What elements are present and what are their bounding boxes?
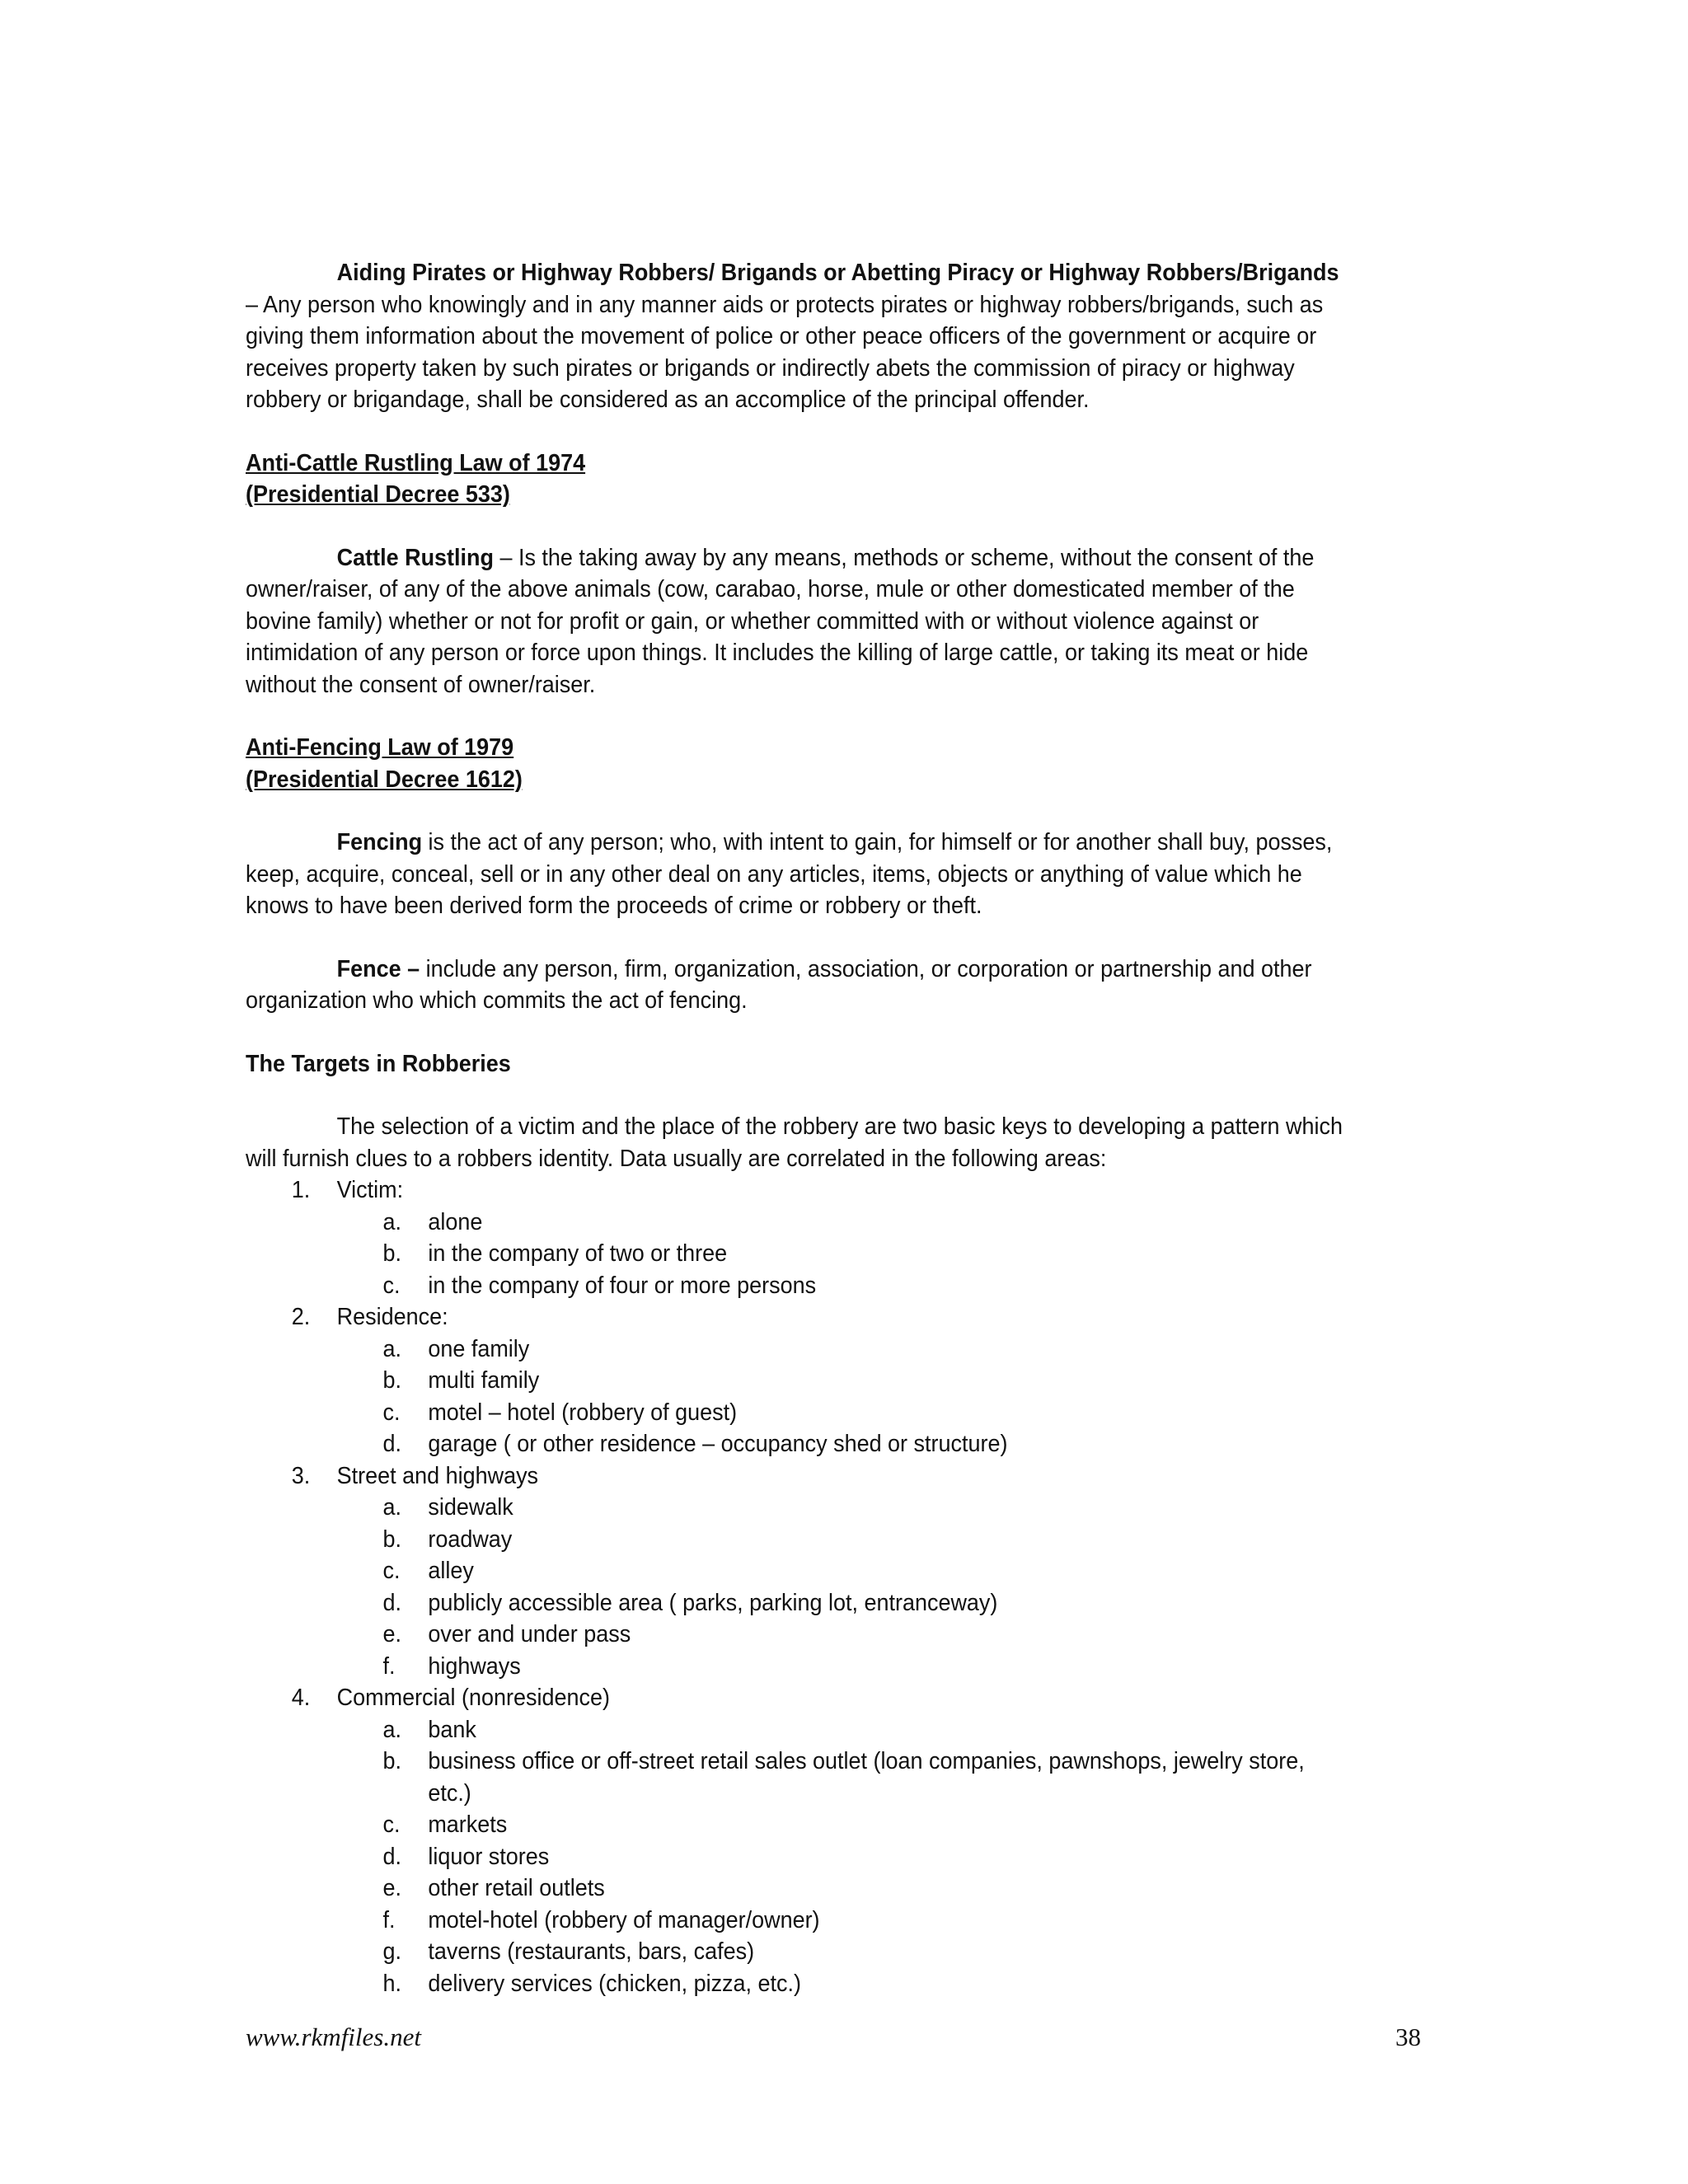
sub-list-text: highways — [428, 1652, 521, 1680]
sub-list-item — [246, 1555, 1349, 1587]
sub-list-letter: b. — [382, 1240, 401, 1267]
section-heading-fencing-decree: (Presidential Decree 1612) — [246, 766, 523, 793]
term-aiding-pirates: Aiding Pirates or Highway Robbers/ Brigands or Abetting Piracy or Highway Robbers/Brigands — [336, 260, 1339, 286]
sub-list-item — [246, 1936, 1349, 1968]
list-group-label: Victim: — [336, 1177, 404, 1203]
list-number: 2. — [291, 1304, 311, 1330]
paragraph-cattle-rustling — [246, 542, 1349, 701]
section-heading-cattle-law: Anti-Cattle Rustling Law of 1974 — [246, 449, 586, 476]
sub-list-item — [246, 1841, 1349, 1873]
sub-list-letter: c. — [382, 1272, 401, 1299]
sub-list-item — [246, 1651, 1349, 1683]
sub-list-text: motel-hotel (robbery of manager/owner) — [428, 1906, 820, 1933]
sub-list-text: delivery services (chicken, pizza, etc.) — [428, 1970, 801, 1997]
sub-list-item — [246, 1397, 1349, 1429]
sub-list-item — [246, 1428, 1349, 1460]
section-heading-cattle-decree: (Presidential Decree 533) — [246, 481, 510, 508]
section-heading-targets: The Targets in Robberies — [246, 1050, 511, 1077]
list-group-label: Street and highways — [336, 1462, 539, 1489]
footer-url: www.rkmfiles.net — [246, 2022, 421, 2051]
sub-list-letter: b. — [382, 1526, 401, 1553]
list-group-heading — [246, 1460, 1349, 1493]
section-heading-fencing-law: Anti-Fencing Law of 1979 — [246, 734, 514, 761]
sub-list-text: in the company of four or more persons — [428, 1272, 817, 1299]
sub-list-letter: a. — [382, 1716, 401, 1743]
sub-list-text: motel – hotel (robbery of guest) — [428, 1399, 738, 1426]
sub-list-letter: f. — [382, 1906, 396, 1933]
sub-list-text: over and under pass — [428, 1621, 631, 1647]
sub-list-item — [246, 1270, 1349, 1302]
sub-list-letter: c. — [382, 1811, 401, 1838]
sub-list-item — [246, 1492, 1349, 1524]
sub-list-letter: a. — [382, 1494, 401, 1521]
paragraph-targets-intro: The selection of a victim and the place of the robbery are two basic keys to developing a pattern which will furnish clues to a robbers identity. Data usually are correlated in the following areas: — [246, 1113, 1343, 1172]
sub-list-letter: b. — [382, 1367, 401, 1394]
list-group-heading — [246, 1682, 1349, 1714]
sub-list-letter: f. — [382, 1652, 396, 1680]
sub-list-letter: c. — [382, 1558, 401, 1584]
page-number: 38 — [1395, 2022, 1421, 2051]
sub-list-text: alone — [428, 1208, 483, 1235]
list-item — [246, 1460, 1349, 1683]
definition-cattle-rustling: – Is the taking away by any means, methods or scheme, without the consent of the owner/raiser, of any of the above animals (cow, carabao, horse, mule or other domesticated member of the bovine family) whether or not for profit or gain, or whether committed with or without violence against or intimidation of any person or force upon things. It includes the killing of large cattle, or taking its meat or hide without the consent of owner/raiser. — [246, 544, 1315, 698]
sub-list-item — [246, 1905, 1349, 1937]
sub-list-item — [246, 1365, 1349, 1397]
sub-list-text: garage ( or other residence – occupancy shed or structure) — [428, 1431, 1008, 1457]
list-group-heading — [246, 1301, 1349, 1333]
sub-list-item — [246, 1524, 1349, 1556]
sub-list-text: business office or off-street retail sales outlet (loan companies, pawnshops, jewelry store, etc.) — [428, 1748, 1305, 1807]
definition-aiding-pirates: – Any person who knowingly and in any manner aids or protects pirates or highway robbers/brigands, such as giving them information about the movement of police or other peace officers of the government or acquire or receives property taken by such pirates or brigands or indirectly abets the commission of piracy or highway robbery or brigandage, shall be considered as an accomplice of the principal offender. — [246, 291, 1324, 413]
sub-list-letter: h. — [382, 1970, 401, 1997]
sub-list-text: markets — [428, 1811, 508, 1838]
sub-list-letter: d. — [382, 1589, 401, 1616]
sub-list-text: roadway — [428, 1526, 513, 1553]
term-cattle-rustling: Cattle Rustling — [336, 544, 494, 571]
sub-list-text: multi family — [428, 1367, 540, 1394]
targets-list — [246, 1174, 1349, 1999]
list-group-heading — [246, 1174, 1349, 1207]
list-number: 1. — [291, 1177, 311, 1203]
sub-list-text: sidewalk — [428, 1494, 513, 1521]
sub-list-item — [246, 1619, 1349, 1651]
sub-list-letter: a. — [382, 1208, 401, 1235]
sub-list-letter: e. — [382, 1875, 401, 1901]
list-group-label: Commercial (nonresidence) — [336, 1685, 610, 1711]
sub-list-letter: d. — [382, 1843, 401, 1870]
sub-list-text: alley — [428, 1558, 474, 1584]
sub-list-item — [246, 1809, 1349, 1841]
sub-list-text: bank — [428, 1716, 476, 1743]
sub-list-item — [246, 1587, 1349, 1619]
list-item — [246, 1682, 1349, 1999]
list-number: 4. — [291, 1685, 311, 1711]
list-number: 3. — [291, 1462, 311, 1489]
paragraph-fencing — [246, 827, 1349, 922]
sub-list-item — [246, 1872, 1349, 1905]
list-group-label: Residence: — [336, 1304, 448, 1330]
sub-list-text: one family — [428, 1335, 530, 1362]
sub-list-item — [246, 1714, 1349, 1746]
list-item — [246, 1174, 1349, 1301]
page-body — [246, 257, 1349, 1999]
sub-list-item — [246, 1746, 1349, 1809]
sub-list-item — [246, 1207, 1349, 1239]
paragraph-fence — [246, 954, 1349, 1017]
definition-fence: include any person, firm, organization, association, or corporation or partnership and other organization who which commits the act of fencing. — [246, 955, 1312, 1014]
sub-list-letter: g. — [382, 1938, 401, 1965]
sub-list-text: other retail outlets — [428, 1875, 605, 1901]
sub-list-text: taverns (restaurants, bars, cafes) — [428, 1938, 755, 1965]
term-fence: Fence – — [336, 955, 420, 982]
sub-list-letter: c. — [382, 1399, 401, 1426]
sub-list-letter: a. — [382, 1335, 401, 1362]
sub-list-item — [246, 1333, 1349, 1366]
paragraph-aiding-pirates — [246, 257, 1349, 416]
sub-list-text: liquor stores — [428, 1843, 550, 1870]
sub-list-letter: e. — [382, 1621, 401, 1647]
sub-list-letter: b. — [382, 1748, 401, 1774]
term-fencing: Fencing — [336, 829, 423, 855]
sub-list-letter: d. — [382, 1431, 401, 1457]
list-item — [246, 1301, 1349, 1460]
sub-list-item — [246, 1238, 1349, 1270]
sub-list-item — [246, 1968, 1349, 2000]
sub-list-text: in the company of two or three — [428, 1240, 728, 1267]
sub-list-text: publicly accessible area ( parks, parking lot, entranceway) — [428, 1589, 998, 1616]
definition-fencing: is the act of any person; who, with intent to gain, for himself or for another shall buy, posses, keep, acquire, conceal, sell or in any other deal on any articles, items, objects or anything of value which he knows to have been derived form the proceeds of crime or robbery or theft. — [246, 829, 1333, 919]
